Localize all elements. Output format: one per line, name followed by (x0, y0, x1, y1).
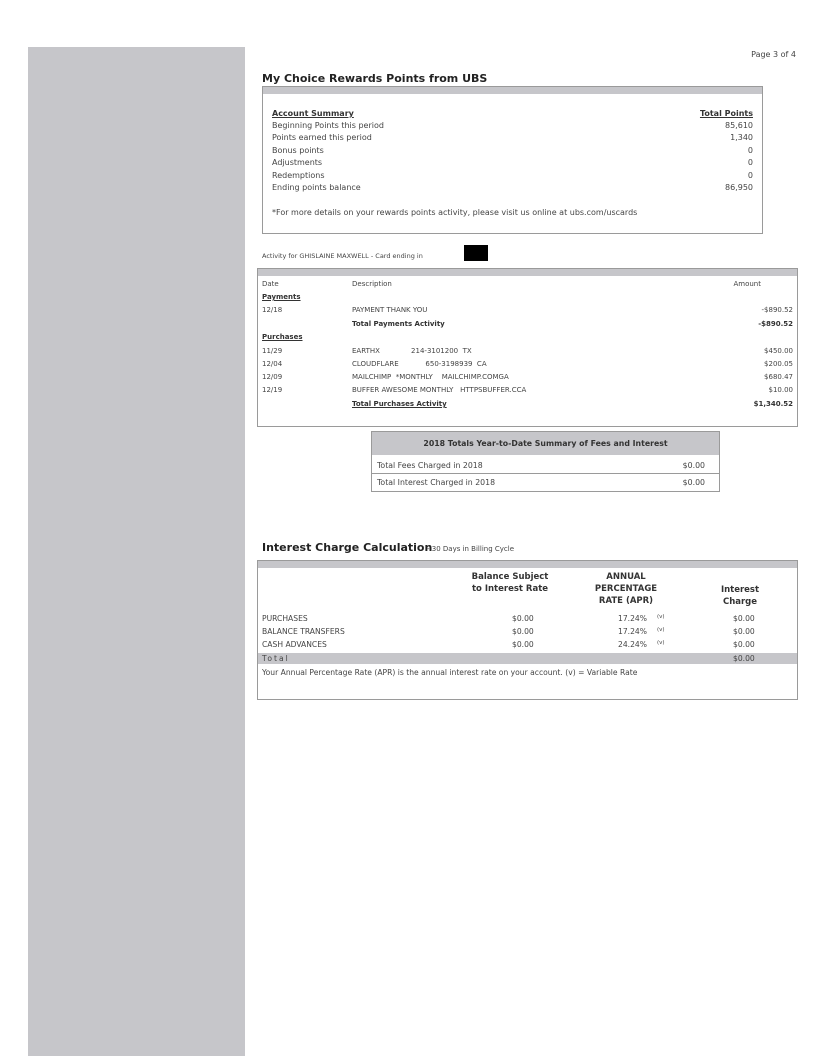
points-value: 1,340 (730, 133, 753, 142)
tx-amount: $10.00 (768, 386, 793, 394)
left-sidebar-band (28, 47, 245, 1056)
tx-amount: $680.47 (764, 373, 793, 381)
fees-label: Total Fees Charged in 2018 (377, 461, 483, 470)
interest-row-label: CASH ADVANCES (262, 640, 327, 649)
interest-calc-title: Interest Charge Calculation (262, 541, 433, 554)
fees-divider (372, 473, 719, 474)
purchases-header: Purchases (262, 333, 303, 341)
transactions-header-bar (258, 269, 797, 276)
points-label: Bonus points (272, 146, 324, 155)
variable-flag: (v) (657, 614, 665, 620)
points-label: Ending points balance (272, 183, 361, 192)
interest-total-bar (258, 653, 797, 664)
tx-date: 12/04 (262, 360, 283, 368)
payments-total-label: Total Payments Activity (352, 320, 445, 328)
tx-description: BUFFER AWESOME MONTHLY HTTPSBUFFER.CCA (352, 386, 527, 394)
tx-description: MAILCHIMP *MONTHLY MAILCHIMP.COMGA (352, 373, 509, 381)
interest-row-label: BALANCE TRANSFERS (262, 627, 345, 636)
transactions-box (257, 268, 798, 427)
interest-total-value: $0.00 (733, 654, 755, 663)
points-value: 85,610 (725, 121, 753, 130)
activity-label: Activity for GHISLAINE MAXWELL - Card ending in (262, 252, 423, 260)
tx-description: CLOUDFLARE 650-3198939 CA (352, 360, 487, 368)
col-amount: Amount (733, 280, 761, 288)
points-value: 0 (747, 146, 753, 155)
tx-date: 12/18 (262, 306, 283, 314)
tx-date: 12/09 (262, 373, 283, 381)
interest-row-charge: $0.00 (733, 627, 755, 636)
account-summary-header: Account Summary (272, 109, 354, 118)
interest-row-label: PURCHASES (262, 614, 308, 623)
interest-row-apr: 24.24% (618, 640, 647, 649)
variable-flag: (v) (657, 640, 665, 646)
rewards-summary-box (262, 86, 763, 234)
tx-description: PAYMENT THANK YOU (352, 306, 428, 314)
payments-total-value: -$890.52 (758, 320, 793, 328)
interest-ytd-value: $0.00 (682, 478, 705, 487)
points-label: Beginning Points this period (272, 121, 384, 130)
apr-note: Your Annual Percentage Rate (APR) is the annual interest rate on your account. (v) = Variable Rate (262, 668, 638, 677)
interest-ytd-label: Total Interest Charged in 2018 (377, 478, 496, 487)
tx-amount: $450.00 (764, 347, 793, 355)
purchases-total-label: Total Purchases Activity (352, 400, 447, 408)
payments-header: Payments (262, 293, 301, 301)
interest-row-balance: $0.00 (512, 640, 534, 649)
interest-row-charge: $0.00 (733, 614, 755, 623)
tx-description: EARTHX 214-3101200 TX (352, 347, 472, 355)
interest-calc-box (257, 560, 798, 700)
tx-date: 12/19 (262, 386, 283, 394)
page-number: Page 3 of 4 (751, 50, 796, 59)
redaction-block (464, 245, 488, 261)
rewards-box-header-bar (263, 87, 762, 94)
interest-calc-subtitle: - 30 Days in Billing Cycle (427, 545, 515, 553)
rewards-note: *For more details on your rewards points activity, please visit us online at ubs.com/uscards (272, 208, 638, 217)
total-points-header: Total Points (699, 109, 753, 118)
interest-row-apr: 17.24% (618, 627, 647, 636)
fees-value: $0.00 (682, 461, 705, 470)
points-label: Points earned this period (272, 133, 372, 142)
col-apr-header: ANNUAL PERCENTAGE RATE (APR) (594, 572, 658, 606)
purchases-total-value: $1,340.52 (753, 400, 793, 408)
col-balance-header: Balance Subject to Interest Rate (471, 572, 549, 594)
col-date: Date (262, 280, 279, 288)
col-description: Description (352, 280, 392, 288)
interest-row-apr: 17.24% (618, 614, 647, 623)
points-value: 0 (747, 158, 753, 167)
points-label: Adjustments (272, 158, 323, 167)
points-label: Redemptions (272, 171, 325, 180)
interest-row-charge: $0.00 (733, 640, 755, 649)
fees-summary-title: 2018 Totals Year-to-Date Summary of Fees and Interest (372, 432, 719, 455)
interest-row-balance: $0.00 (512, 627, 534, 636)
tx-date: 11/29 (262, 347, 283, 355)
tx-amount: -$890.52 (761, 306, 793, 314)
interest-header-bar (258, 561, 797, 568)
variable-flag: (v) (657, 627, 665, 633)
interest-row-balance: $0.00 (512, 614, 534, 623)
points-value: 86,950 (725, 183, 753, 192)
points-value: 0 (747, 171, 753, 180)
interest-total-label: Total (262, 654, 290, 663)
tx-amount: $200.05 (764, 360, 793, 368)
col-charge-header: Interest Charge (720, 585, 760, 607)
rewards-title: My Choice Rewards Points from UBS (262, 72, 488, 85)
fees-summary-box (371, 431, 720, 492)
